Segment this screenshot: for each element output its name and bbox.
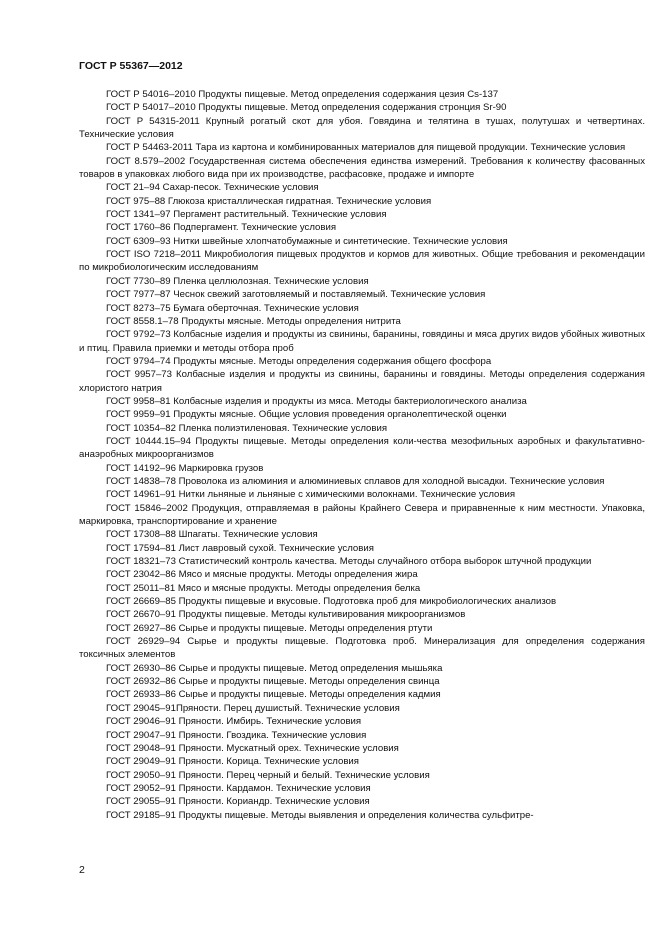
reference-item: ГОСТ 14961–91 Нитки льняные и льняные с химическими волокнами. Технические условия (106, 489, 516, 501)
reference-item: ГОСТ 10354–82 Пленка полиэтиленовая. Технические условия (106, 422, 388, 434)
reference-item: ГОСТ Р 54315-2011 Крупный рогатый скот для убоя. Говядина и телятина в тушах, полутушах и четвертинах. Технические условия (79, 115, 645, 141)
reference-item: ГОСТ Р 54463-2011 Тара из картона и комбинированных материалов для пищевой продукции. Технические условия (106, 142, 626, 154)
reference-item: ГОСТ 9958–81 Колбасные изделия и продукты из мяса. Методы бактериологического анализа (106, 395, 527, 407)
reference-item: ГОСТ 18321–73 Статистический контроль качества. Методы случайного отбора выборок штучной продукции (106, 556, 592, 568)
reference-item: ГОСТ 9957–73 Колбасные изделия и продукты из свинины, баранины и говядины. Методы определения содержания хлористого натрия (79, 369, 645, 394)
reference-item: ГОСТ 8558.1–78 Продукты мясные. Методы определения нитрита (106, 315, 401, 327)
reference-item: ГОСТ 17308–88 Шпагаты. Технические условия (106, 529, 318, 541)
reference-item: ГОСТ 9959–91 Продукты мясные. Общие условия проведения органолептической оценки (106, 409, 507, 421)
reference-item: ГОСТ 29055–91 Пряности. Кориандр. Технические условия (106, 796, 370, 808)
reference-item: ГОСТ 9792–73 Колбасные изделия и продукты из свинины, баранины, говядины и мяса других видов убойных животных и птиц. Правила приемки и методы отбора проб (79, 329, 645, 354)
reference-item: ГОСТ Р 54017–2010 Продукты пищевые. Метод определения содержания стронция Sr-90 (106, 102, 507, 114)
reference-item: ГОСТ 21–94 Сахар-песок. Технические условия (106, 182, 319, 194)
reference-item: ГОСТ 29045–91Пряности. Перец душистый. Технические условия (106, 702, 400, 714)
reference-item: ГОСТ 975–88 Глюкоза кристаллическая гидратная. Технические условия (106, 195, 432, 207)
reference-item: ГОСТ 29049–91 Пряности. Корица. Технические условия (106, 756, 359, 768)
reference-item: ГОСТ 1760–86 Подпергамент. Технические условия (106, 222, 337, 234)
page-number: 2 (79, 864, 85, 876)
reference-item: ГОСТ 1341–97 Пергамент растительный. Технические условия (106, 209, 387, 221)
reference-item: ГОСТ 6309–93 Нитки швейные хлопчатобумажные и синтетические. Технические условия (106, 235, 508, 247)
reference-item: ГОСТ 8.579–2002 Государственная система обеспечения единства измерений. Требования к количеству фасованных товаров в упаковках любого вида при их производстве, расфасовке, продаже и импорте (79, 155, 645, 181)
reference-item: ГОСТ 14838–78 Проволока из алюминия и алюминиевых сплавов для холодной высадки. Технические условия (106, 475, 605, 487)
reference-item: ГОСТ 14192–96 Маркировка грузов (106, 462, 264, 474)
reference-item: ГОСТ 29185–91 Продукты пищевые. Методы выявления и определения количества сульфитре- (106, 809, 534, 821)
reference-item: ГОСТ 29048–91 Пряности. Мускатный орех. Технические условия (106, 742, 399, 754)
reference-item: ГОСТ Р 54016–2010 Продукты пищевые. Метод определения содержания цезия Cs-137 (106, 89, 499, 100)
reference-item: ГОСТ 29047–91 Пряности. Гвоздика. Технические условия (106, 729, 367, 741)
reference-item: ГОСТ 8273–75 Бумага оберточная. Технические условия (106, 302, 359, 314)
reference-item: ГОСТ 10444.15–94 Продукты пищевые. Методы определения коли-чества мезофильных аэробных и факультативно-анаэробных микроорганизмов (79, 435, 645, 461)
reference-item: ГОСТ 7977–87 Чеснок свежий заготовляемый и поставляемый. Технические условия (106, 289, 486, 301)
reference-item: ГОСТ 9794–74 Продукты мясные. Методы определения содержания общего фосфора (106, 355, 492, 367)
reference-item: ГОСТ 26933–86 Сырье и продукты пищевые. Методы определения кадмия (106, 689, 441, 701)
reference-item: ГОСТ 29050–91 Пряности. Перец черный и белый. Технические условия (106, 769, 430, 781)
reference-item: ГОСТ 26669–85 Продукты пищевые и вкусовые. Подготовка проб для микробиологических анализов (106, 596, 557, 608)
reference-item: ГОСТ 7730–89 Пленка целлюлозная. Технические условия (106, 275, 369, 287)
reference-item: ГОСТ 26930–86 Сырье и продукты пищевые. Метод определения мышьяка (106, 662, 443, 674)
reference-item: ГОСТ 26932–86 Сырье и продукты пищевые. Методы определения свинца (106, 676, 440, 688)
reference-item: ГОСТ 26929–94 Сырье и продукты пищевые. Подготовка проб. Минерализация для определения содержания токсичных элементов (79, 636, 645, 661)
reference-item: ГОСТ 15846–2002 Продукция, отправляемая в районы Крайнего Севера и приравненные к ним местности. Упаковка, маркировка, транспортирование и хранение (79, 502, 645, 527)
reference-item: ГОСТ 29052–91 Пряности. Кардамон. Технические условия (106, 782, 371, 794)
reference-item: ГОСТ 29046–91 Пряности. Имбирь. Технические условия (106, 716, 362, 728)
reference-item: ГОСТ 25011–81 Мясо и мясные продукты. Методы определения белка (106, 582, 421, 594)
reference-item: ГОСТ 26670–91 Продукты пищевые. Методы культивирования микроорганизмов (106, 609, 466, 621)
reference-item: ГОСТ 23042–86 Мясо и мясные продукты. Методы определения жира (106, 569, 418, 581)
document-header: ГОСТ Р 55367—2012 (79, 60, 183, 72)
reference-item: ГОСТ 26927–86 Сырье и продукты пищевые. Методы определения ртути (106, 622, 433, 634)
reference-item: ГОСТ 17594–81 Лист лавровый сухой. Технические условия (106, 542, 374, 554)
normative-references-list (79, 88, 645, 822)
reference-item: ГОСТ ISO 7218–2011 Микробиология пищевых продуктов и кормов для животных. Общие требования и рекомендации по микробиологическим исследованиям (79, 249, 645, 274)
